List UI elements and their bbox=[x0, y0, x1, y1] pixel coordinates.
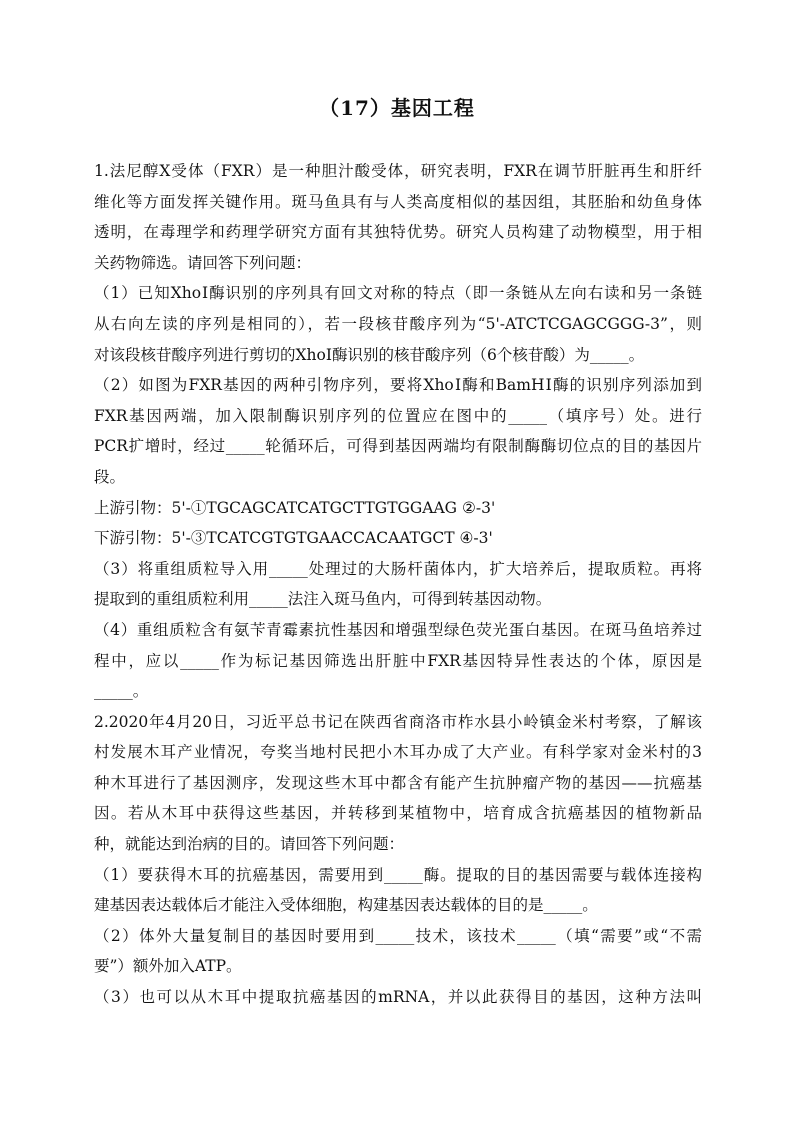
text-line: 对该段核苷酸序列进行剪切的XhoⅠ酶识别的核苷酸序列（6个核苷酸）为_____。 bbox=[94, 345, 645, 364]
text-line: 要”）额外加入ATP。 bbox=[94, 957, 242, 976]
text-line: 提取到的重组质粒利用_____法注入斑马鱼内，可得到转基因动物。 bbox=[94, 590, 552, 609]
text-line: 上游引物：5'-①TGCAGCATCATGCTTGTGGAAG ②-3' bbox=[94, 498, 496, 517]
text-line: 村发展木耳产业情况，夸奖当地村民把小木耳办成了大产业。有科学家对金米村的3 bbox=[94, 743, 702, 762]
text-line: （2）体外大量复制目的基因时要用到_____技术，该技术_____（填“需要”或“不需 bbox=[94, 926, 702, 945]
text-line: 维化等方面发挥关键作用。斑马鱼具有与人类高度相似的基因组，其胚胎和幼鱼身体 bbox=[94, 192, 702, 211]
text-line: （1）要获得木耳的抗癌基因，需要用到_____酶。提取的目的基因需要与载体连接构 bbox=[94, 865, 702, 884]
text-line: （1）已知XhoⅠ酶识别的序列具有回文对称的特点（即一条链从左向右读和另一条链 bbox=[94, 284, 702, 303]
text-line: 2.2020年4月20日，习近平总书记在陕西省商洛市柞水县小岭镇金米村考察，了解该 bbox=[94, 712, 702, 731]
text-line: （3）将重组质粒导入用_____处理过的大肠杆菌体内，扩大培养后，提取质粒。再将 bbox=[94, 559, 702, 578]
text-line: （4）重组质粒含有氨苄青霉素抗性基因和增强型绿色荧光蛋白基因。在斑马鱼培养过 bbox=[94, 620, 702, 639]
text-line: 关药物筛选。请回答下列问题： bbox=[94, 253, 312, 272]
text-line: 因。若从木耳中获得这些基因，并转移到某植物中，培育成含抗癌基因的植物新品 bbox=[94, 804, 702, 823]
text-line: （3）也可以从木耳中提取抗癌基因的mRNA，并以此获得目的基因，这种方法叫 bbox=[94, 988, 702, 1007]
text-line: 从右向左读的序列是相同的），若一段核苷酸序列为“5'-ATCTCGAGCGGG-3”，则 bbox=[94, 314, 702, 333]
text-line: 建基因表达载体后才能注入受体细胞，构建基因表达载体的目的是_____。 bbox=[94, 896, 598, 915]
text-line: PCR扩增时，经过_____轮循环后，可得到基因两端均有限制酶酶切位点的目的基因片 bbox=[94, 437, 702, 456]
text-line: 1.法尼醇X受体（FXR）是一种胆汁酸受体，研究表明，FXR在调节肝脏再生和肝纤 bbox=[94, 162, 702, 180]
text-line: 段。 bbox=[94, 467, 126, 486]
page-title: （17）基因工程 bbox=[319, 96, 475, 120]
text-line: （2）如图为FXR基因的两种引物序列，要将XhoⅠ酶和BamHⅠ酶的识别序列添加到 bbox=[94, 376, 702, 395]
text-line: _____。 bbox=[94, 682, 149, 701]
text-line: 透明，在毒理学和药理学研究方面有其独特优势。研究人员构建了动物模型，用于相 bbox=[94, 223, 702, 242]
text-line: 程中，应以_____作为标记基因筛选出肝脏中FXR基因特异性表达的个体，原因是 bbox=[94, 651, 702, 670]
document-body bbox=[94, 156, 702, 1013]
text-line: 种木耳进行了基因测序，发现这些木耳中都含有能产生抗肿瘤产物的基因——抗癌基 bbox=[94, 773, 702, 792]
text-line: 下游引物：5'-③TCATCGTGTGAACCACAATGCT ④-3' bbox=[94, 529, 493, 548]
text-line: FXR基因两端，加入限制酶识别序列的位置应在图中的_____（填序号）处。进行 bbox=[94, 406, 702, 425]
text-line: 种，就能达到治病的目的。请回答下列问题： bbox=[94, 835, 405, 854]
